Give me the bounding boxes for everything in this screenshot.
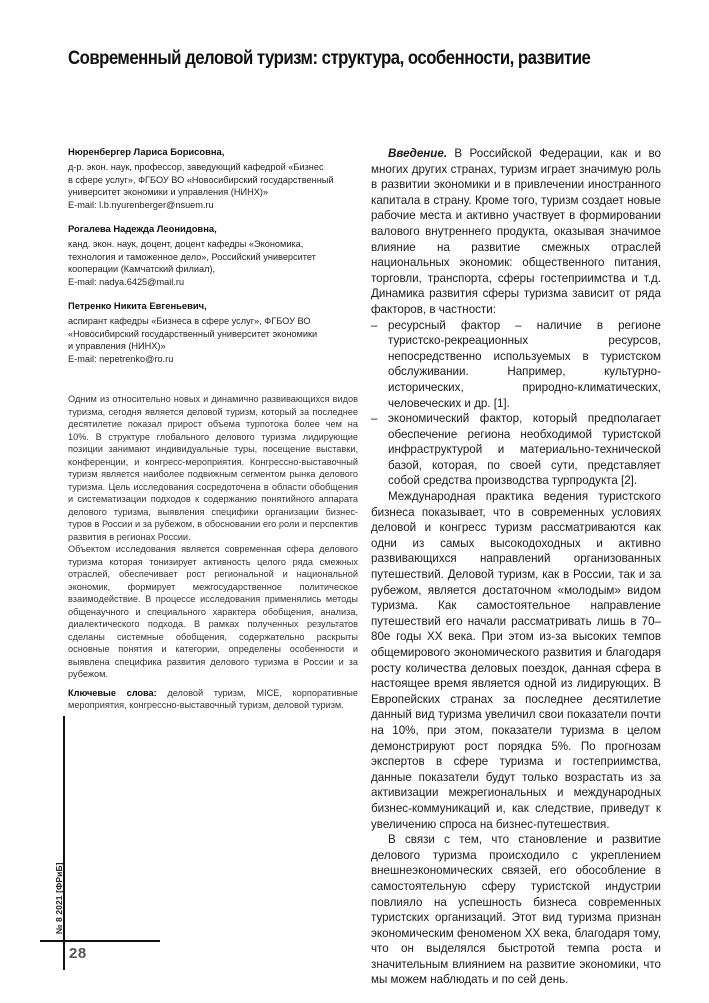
- intro-paragraph: [371, 146, 661, 318]
- author-affiliation-line: канд. экон. наук, доцент, доцент кафедры «Экономика,: [68, 239, 304, 250]
- author-affiliation-line: д-р. экон. наук, профессор, заведующий кафедрой «Бизнес: [68, 162, 324, 173]
- author-email[interactable]: E-mail: l.b.nyurenberger@nsuem.ru: [68, 199, 214, 210]
- body-paragraph: В связи с тем, что становление и развитие делового туризма происходило с укреплением внешнеэкономических связей, его обособление в самостоятельную сферу туристской индустрии повлияло на успешность бизнеса современных туристских организаций. Этот вид туризма признан экономическим феноменом XX века, благодаря тому, что он выделялся быстротой темпа роста и значительным влиянием на развитие экономики, что мы можем наблюдать и по сей день.: [371, 833, 661, 987]
- keywords-text: деловой туризм, MICE, корпоративные мероприятия, конгрессно-выставочный туризм, деловой туризм.: [68, 687, 358, 711]
- page-number: 28: [69, 945, 87, 962]
- list-item: [371, 318, 661, 412]
- abstract: [68, 393, 358, 681]
- intro-text: В Российской Федерации, как и во многих других странах, туризм играет значимую роль в развитии экономики и в привлечении иностранного капитала в страну. Кроме того, туризм создает новые рабочие места и активно участвует в формировании валового внутреннего продукта, оказывая значимое влияние на развитие смежных отраслей национальных экономик: общественного питания, торговли, транспорта, сферы гостеприимства и т.д. Динамика развития сферы туризма зависит от ряда факторов, в частности:: [371, 147, 661, 316]
- author-email[interactable]: E-mail: nadya.6425@mail.ru: [68, 276, 185, 287]
- author-affiliation-line: и управления (НИНХ)»: [68, 341, 166, 352]
- author-name: Рогалева Надежда Леонидовна,: [68, 223, 217, 235]
- factor-list: [371, 318, 661, 490]
- journal-issue-label: № 8 2021 [ФРиБ]: [54, 862, 64, 934]
- list-item-text: ресурсный фактор – наличие в регионе туристско-рекреационных ресурсов, непосредственно используемых в туристском обслуживании. Например, культурно-исторических, природно-климатических, человеческих и др. [1].: [388, 318, 661, 410]
- author-affiliation-line: кооперации (Камчатский филиал),: [68, 264, 216, 275]
- abstract-paragraph: Объектом исследования является современная сфера делового туризма которая тонизирует активность целого ряда смежных отраслей, обеспечивает рост региональной и национальной экономик, формирует межгосударственное политическое взаимодействие. В процессе исследования применялись методы общенаучного и специального характера обобщения, анализа, диалектического подхода. В рамках полученных результатов сделаны системные обобщения, содержательно раскрыты основные понятия и категории, определены особенности и выявлена специфика развития делового туризма в России и за рубежом.: [68, 544, 358, 680]
- abstract-paragraph: Одним из относительно новых и динамично развивающихся видов туризма, сегодня является деловой туризм, который за последнее десятилетие показал прирост объема турпотока более чем на 10%. В структуре глобального делового туризма лидирующие позиции занимают индивидуальные туры, посещение выставки, конференции, и конгресс-мероприятия. Конгрессно-выставочный туризм является наиболее подвижным сегментом рынка делового туризма. Цель исследования сосредоточена в области обобщения и систематизации подходов к содержанию понятийного аппарата делового туризма, выявления специфики организации бизнес-туров в России и за рубежом, в обосновании его роли и перспектив развития в регионах России.: [68, 394, 358, 542]
- dash-bullet-icon: –: [371, 412, 378, 426]
- body-paragraph: Международная практика ведения туристского бизнеса показывает, что в современных условиях деловой и конгресс туризм рассматриваются как одни из самых высокодоходных и активно развивающихся направлений организованных путешествий. Деловой туризм, как в России, так и за рубежом, является достаточном «молодым» видом туризма. Как самостоятельное направление путешествий его начали рассматривать лишь в 70–80е годы XX века. При этом из-за высоких темпов общемирового экономического развития и благодаря росту количества деловых поездок, данная сфера в настоящее время является одной из лидирующих. В Европейских странах за последнее десятилетие данный вид туризма увеличил свои показатели почти на 10%, при этом, показатели туризма в целом демонстрируют рост порядка 5%. По прогнозам экспертов в сфере туризма и гостеприимства, данные показатели будут только возрастать из за активизации межрегиональных и международных бизнес-коммуникаций и, как следствие, приведут к увеличению спроса на бизнес-путешествия.: [371, 490, 661, 831]
- right-column: [371, 146, 661, 988]
- list-item-text: экономический фактор, который предполагает обеспечение региона необходимой туристской инфраструктурой и материально-технической базой, которая, по своей сути, представляет собой средства производства турпродукта [2].: [388, 412, 661, 488]
- author-email[interactable]: E-mail: nepetrenko@ro.ru: [68, 353, 174, 364]
- horizontal-rule: [40, 940, 160, 942]
- keywords: [68, 687, 358, 712]
- author-affiliation-line: в сфере услуг», ФГБОУ ВО «Новосибирский государственный: [68, 174, 334, 185]
- author-name: Нюренбергер Лариса Борисовна,: [68, 146, 225, 157]
- author-affiliation-line: университет экономики и управления (НИНХ)»: [68, 187, 269, 198]
- author-block: [68, 146, 358, 211]
- keywords-label: Ключевые слова:: [68, 687, 157, 698]
- list-item: [371, 411, 661, 489]
- author-name: Петренко Никита Евгеньевич,: [68, 300, 207, 312]
- author-affiliation-line: технология и таможенное дело», Российский университет: [68, 251, 316, 262]
- author-affiliation-line: «Новосибирский государственный университет экономики: [68, 328, 318, 339]
- article-title: Современный деловой туризм: структура, особенности, развитие: [68, 47, 591, 69]
- intro-label: Введение.: [388, 147, 448, 160]
- author-affiliation-line: аспирант кафедры «Бизнеса в сфере услуг», ФГБОУ ВО: [68, 316, 311, 327]
- author-block: [68, 300, 358, 365]
- dash-bullet-icon: –: [371, 318, 378, 332]
- left-column: [68, 146, 358, 712]
- author-block: [68, 223, 358, 288]
